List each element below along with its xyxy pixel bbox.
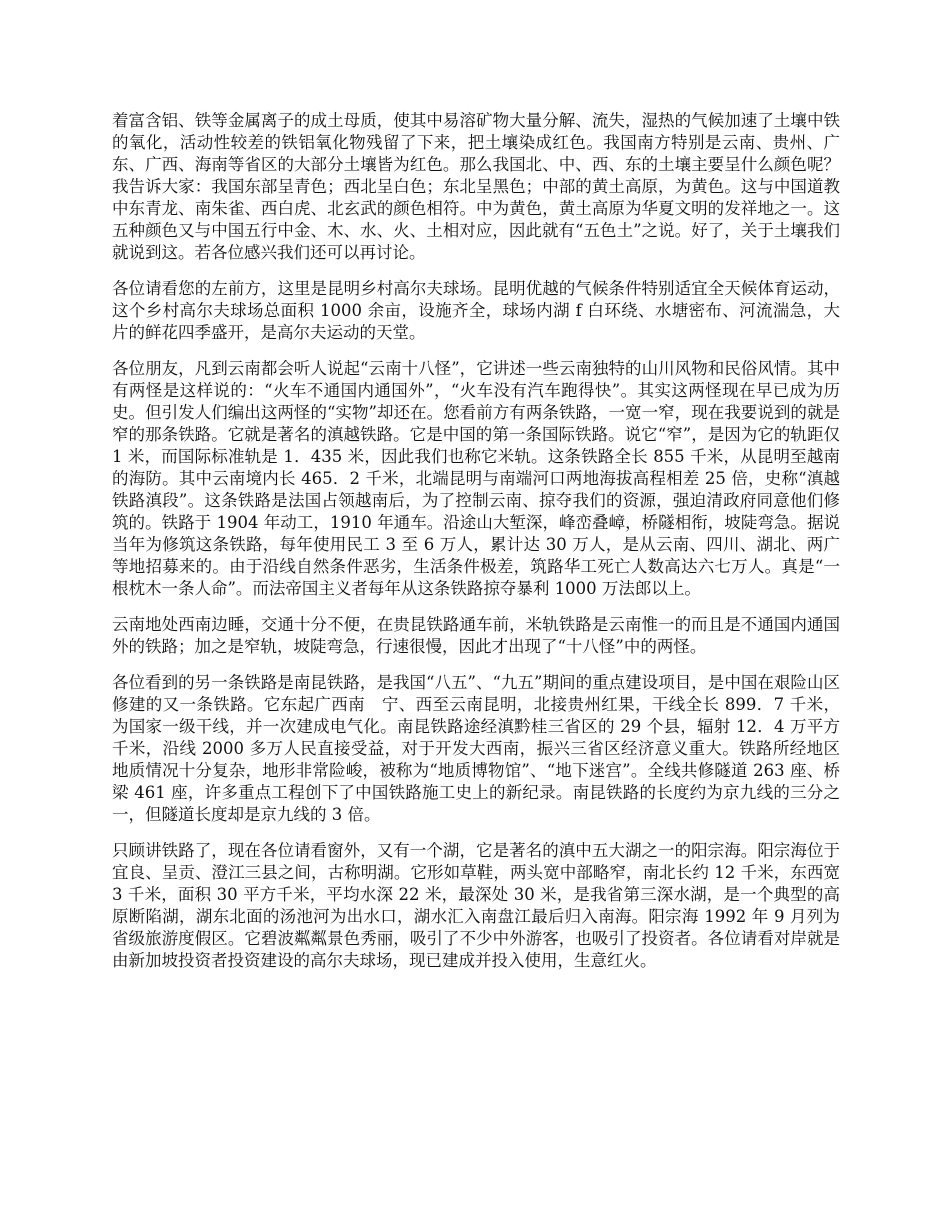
paragraph-soil-colors: 着富含铝、铁等金属离子的成土母质，使其中易溶矿物大量分解、流失，湿热的气候加速了土壤中铁的氧化，活动性较差的铁铝氧化物残留了下来，把土壤染成红色。我国南方特别是云南、贵州、广东、广西、海南等省区的大部分土壤皆为红色。那么我国北、中、西、东的土壤主要呈什么颜色呢？我告诉大家：我国东部呈青色；西北呈白色；东北呈黑色；中部的黄土高原，为黄色。这与中国道教中东青龙、南朱雀、西白虎、北玄武的颜色相符。中为黄色，黄土高原为华夏文明的发祥地之一。这五种颜色又与中国五行中金、木、水、火、土相对应，因此就有“五色土”之说。好了，关于土壤我们就说到这。若各位感兴我们还可以再讨论。 [112,111,840,262]
paragraph-nanning-kunming-railway: 各位看到的另一条铁路是南昆铁路，是我国“八五”、“九五”期间的重点建设项目，是中国在艰险山区修建的又一条铁路。它东起广西南 宁、西至云南昆明，北接贵州红果，干线全长 899．7 千米，为国家一级干线，并一次建成电气化。南昆铁路途经滇黔桂三省区的 29 个县，辐射 12．4 万平方千米，沿线 2000 多万人民直接受益，对于开发大西南，振兴三省区经济意义重大。铁路所经地区地质情况十分复杂，地形非常险峻，被称为“地质博物馆”、“地下迷宫”。全线共修隧道 263 座、桥梁 461 座，许多重点工程创下了中国铁路施工史上的新纪录。南昆铁路的长度约为京九线的三分之一，但隧道长度却是京九线的 3 倍。 [112,673,840,824]
paragraph-yangzong-lake: 只顾讲铁路了，现在各位请看窗外，又有一个湖，它是著名的滇中五大湖之一的阳宗海。阳宗海位于宜良、呈贡、澄江三县之间，古称明湖。它形如草鞋，两头宽中部略窄，南北长约 12 千米，东西宽 3 千米，面积 30 平方千米，平均水深 22 米，最深处 30 米，是我省第三深水湖，是一个典型的高原断陷湖，湖东北面的汤池河为出水口，湖水汇入南盘江最后归入南海。阳宗海 1992 年 9 月列为省级旅游度假区。它碧波粼粼景色秀丽，吸引了不少中外游客，也吸引了投资者。各位请看对岸就是由新加坡投资者投资建设的高尔夫球场，现已建成并投入使用，生意红火。 [112,841,840,970]
document-body [112,110,840,986]
paragraph-golf-course: 各位请看您的左前方，这里是昆明乡村高尔夫球场。昆明优越的气候条件特别适宜全天候体育运动，这个乡村高尔夫球场总面积 1000 余亩，设施齐全，球场内湖 f 白环绕、水塘密布、河流湍急，大片的鲜花四季盛开，是高尔夫运动的天堂。 [112,279,840,342]
paragraph-transport-remote: 云南地处西南边睡，交通十分不便，在贵昆铁路通车前，米轨铁路是云南惟一的而且是不通国内通国外的铁路；加之是窄轨，坡陡弯急，行速很慢，因此才出现了“十八怪”中的两怪。 [112,615,840,656]
paragraph-yunnan-vietnam-railway: 各位朋友，凡到云南都会听人说起“云南十八怪”，它讲述一些云南独特的山川风物和民俗风情。其中有两怪是这样说的：“火车不通国内通国外”，“火车没有汽车跑得快”。其实这两怪现在早已成为历史。但引发人们编出这两怪的“实物”却还在。您看前方有两条铁路，一宽一窄，现在我要说到的就是窄的那条铁路。它就是著名的滇越铁路。它是中国的第一条国际铁路。说它“窄”，是因为它的轨距仅 1 米，而国际标准轨是 1．435 米，因此我们也称它米轨。这条铁路全长 855 千米，从昆明至越南的海防。其中云南境内长 465．2 千米，北端昆明与南端河口两地海拔高程相差 25 倍，史称“滇越铁路滇段”。这条铁路是法国占领越南后，为了控制云南、掠夺我们的资源，强迫清政府同意他们修筑的。铁路于 1904 年动工，1910 年通车。沿途山大堑深，峰峦叠嶂，桥隧相衔，坡陡弯急。据说当年为修筑这条铁路，每年使用民工 3 至 6 万人，累计达 30 万人，是从云南、四川、湖北、两广等地招募来的。由于沿线自然条件恶劣，生活条件极差，筑路华工死亡人数高达六七万人。真是“一根枕木一条人命”。而法帝国主义者每年从这条铁路掠夺暴利 1000 万法郎以上。 [112,359,840,598]
